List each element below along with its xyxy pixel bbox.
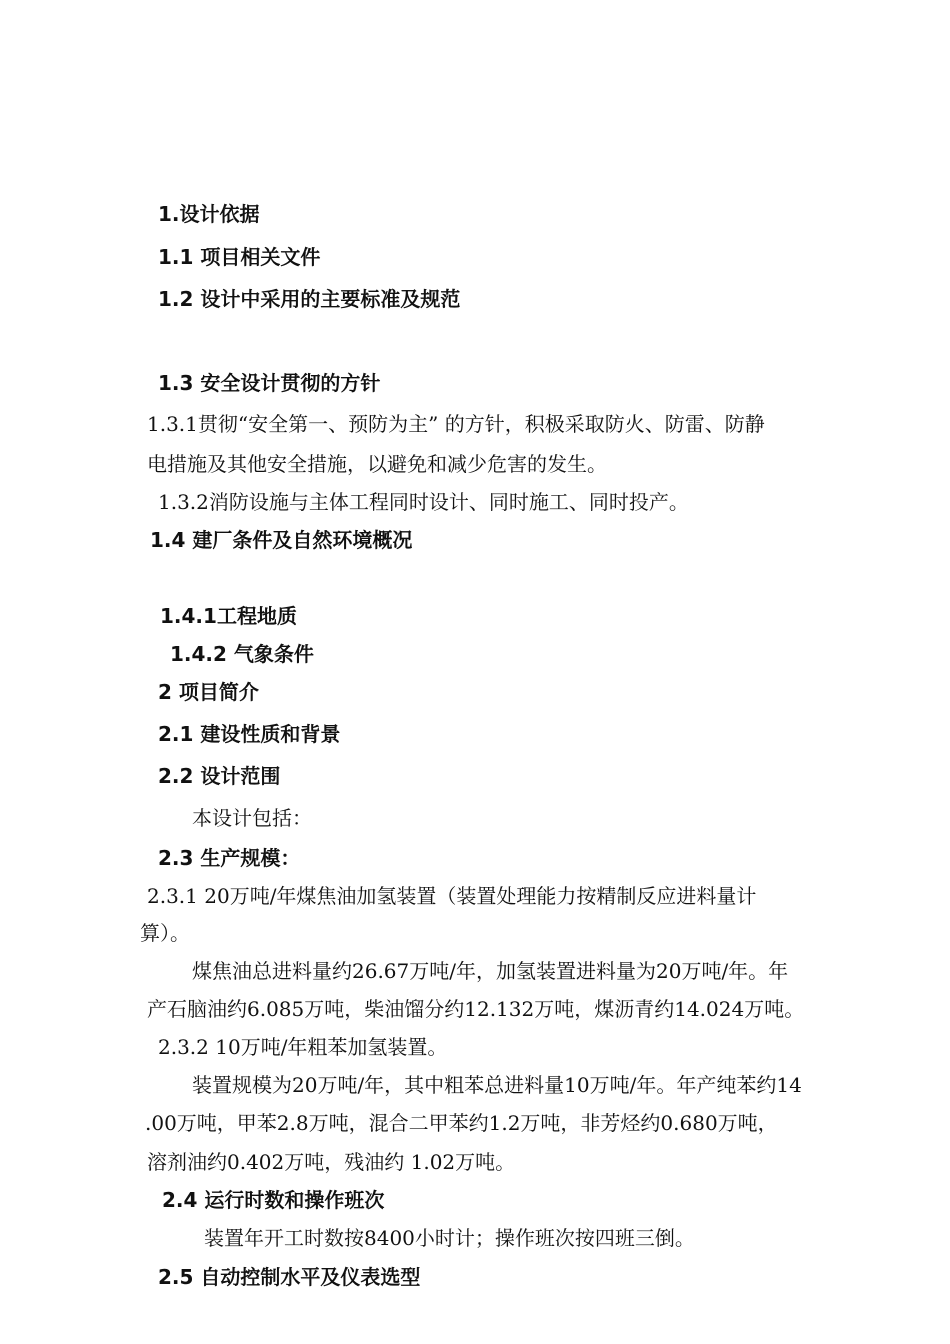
heading-1-4-2: 1.4.2 气象条件	[170, 642, 314, 666]
paragraph-operation-hours: 装置年开工时数按8400小时计；操作班次按四班三倒。	[204, 1226, 695, 1250]
paragraph-1-3-2: 1.3.2消防设施与主体工程同时设计、同时施工、同时投产。	[158, 490, 689, 514]
paragraph-2-3-1-line-2: 算）。	[140, 921, 190, 945]
paragraph-benzene-line-1: 装置规模为20万吨/年，其中粗苯总进料量10万吨/年。年产纯苯约14	[192, 1073, 802, 1097]
heading-2-3: 2.3 生产规模：	[158, 846, 301, 870]
heading-2-4: 2.4 运行时数和操作班次	[162, 1188, 385, 1212]
paragraph-benzene-line-3: 溶剂油约0.402万吨，残油约 1.02万吨。	[147, 1150, 516, 1174]
paragraph-benzene-line-2: .00万吨，甲苯2.8万吨，混合二甲苯约1.2万吨，非芳烃约0.680万吨，	[145, 1111, 778, 1135]
paragraph-1-3-1-line-2: 电措施及其他安全措施，以避免和减少危害的发生。	[147, 452, 607, 476]
heading-2: 2 项目简介	[158, 680, 259, 704]
heading-2-5: 2.5 自动控制水平及仪表选型	[158, 1265, 421, 1289]
heading-2-1: 2.1 建设性质和背景	[158, 722, 341, 746]
paragraph-2-3-2: 2.3.2 10万吨/年粗苯加氢装置。	[158, 1035, 448, 1059]
paragraph-coal-tar-line-2: 产石脑油约6.085万吨，柴油馏分约12.132万吨，煤沥青约14.024万吨。	[147, 997, 805, 1021]
paragraph-coal-tar-line-1: 煤焦油总进料量约26.67万吨/年，加氢装置进料量为20万吨/年。年	[192, 959, 789, 983]
heading-1: 1.设计依据	[158, 202, 260, 226]
heading-2-2: 2.2 设计范围	[158, 764, 281, 788]
heading-1-3: 1.3 安全设计贯彻的方针	[158, 371, 381, 395]
heading-1-4-1: 1.4.1工程地质	[160, 604, 297, 628]
paragraph-1-3-1-line-1: 1.3.1贯彻“安全第一、预防为主” 的方针，积极采取防火、防雷、防静	[147, 412, 765, 436]
heading-1-2: 1.2 设计中采用的主要标准及规范	[158, 287, 461, 311]
heading-1-1: 1.1 项目相关文件	[158, 245, 321, 269]
paragraph-scope: 本设计包括：	[192, 806, 312, 830]
paragraph-2-3-1-line-1: 2.3.1 20万吨/年煤焦油加氢装置（装置处理能力按精制反应进料量计	[147, 884, 757, 908]
heading-1-4: 1.4 建厂条件及自然环境概况	[150, 528, 413, 552]
